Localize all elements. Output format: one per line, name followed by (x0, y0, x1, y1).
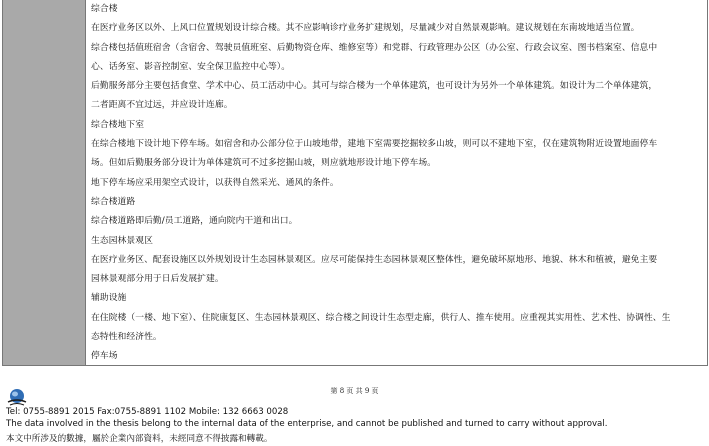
section-heading: 停车场 (91, 351, 118, 362)
paragraph-line: 综合楼道路即后勤/员工道路，通向院内干道和出口。 (91, 216, 298, 227)
paragraph-line: 园林景观部分用于日后发展扩建。 (91, 274, 224, 285)
paragraph-line: 综合楼包括值班宿舍（含宿舍、驾驶员值班室、后勤物资仓库、维修室等）和党群、行政管理办公区（办公室、行政会议室、图书档案室、信息中 (91, 42, 658, 53)
paragraph-line: 后勤服务部分主要包括食堂、学术中心、员工活动中心。其可与综合楼为一个单体建筑，也可设计为另外一个单体建筑。如设计为二个单体建筑， (91, 81, 658, 92)
paragraph-line: 态特性和经济性。 (91, 332, 162, 343)
section-heading: 生态园林景观区 (91, 235, 153, 246)
paragraph-line: 心、话务室、影音控制室、安全保卫监控中心等）。 (91, 61, 291, 72)
section-heading: 综合楼 (91, 4, 118, 14)
paragraph-line: 在医疗业务区、配套设施区以外规划设计生态园林景观区。应尽可能保持生态园林景观区整体性，避免破坏原地形、地貌、林木和植被，避免主要 (91, 254, 658, 265)
content-table (2, 0, 708, 366)
paragraph-line: 地下停车场应采用架空式设计，以获得自然采光、通风的条件。 (91, 177, 339, 188)
paragraph-line: 在综合楼地下设计地下停车场。如宿舍和办公部分位于山坡地带，建地下室需要挖掘较多山坡，则可以不建地下室，仅在建筑物附近设置地面停车 (91, 139, 658, 150)
paragraph-line: 在医疗业务区以外、上风口位置规划设计综合楼。其不应影响诊疗业务扩建规划，尽量减少对自然景观影响。建议规划在东南坡地适当位置。 (91, 23, 640, 34)
table-label-column (3, 0, 86, 365)
table-content-cell (86, 0, 707, 365)
paragraph-line: 二者距离不宜过远，并应设计连廊。 (91, 100, 233, 111)
disclaimer-english: The data involved in the thesis belong to the internal data of the enterprise, and cannot be published and turned to carry without approval. (6, 419, 608, 429)
page-number: 第 8 页 共 9 页 (330, 387, 379, 395)
contact-info: Tel: 0755-8891 2015 Fax:0755-8891 1102 Mobile: 132 6663 0028 (6, 407, 289, 417)
section-heading: 综合楼道路 (91, 196, 136, 207)
page-footer (0, 366, 709, 446)
paragraph-line: 场。但如后勤服务部分设计为单体建筑可不过多挖掘山坡，则应就地形设计地下停车场。 (91, 158, 437, 169)
paragraph-line: 在住院楼（一楼、地下室）、住院康复区、生态园林景观区、综合楼之间设计生态型走廊，供行人、推车使用。应重视其实用性、艺术性、协调性、生 (91, 312, 671, 323)
section-heading: 综合楼地下室 (91, 119, 145, 130)
disclaimer-chinese: 本文中所涉及的數據，屬於企業內部資料，未經同意不得披露和轉載。 (6, 434, 273, 444)
company-logo-icon (6, 388, 28, 408)
section-heading: 辅助设施 (91, 293, 127, 304)
